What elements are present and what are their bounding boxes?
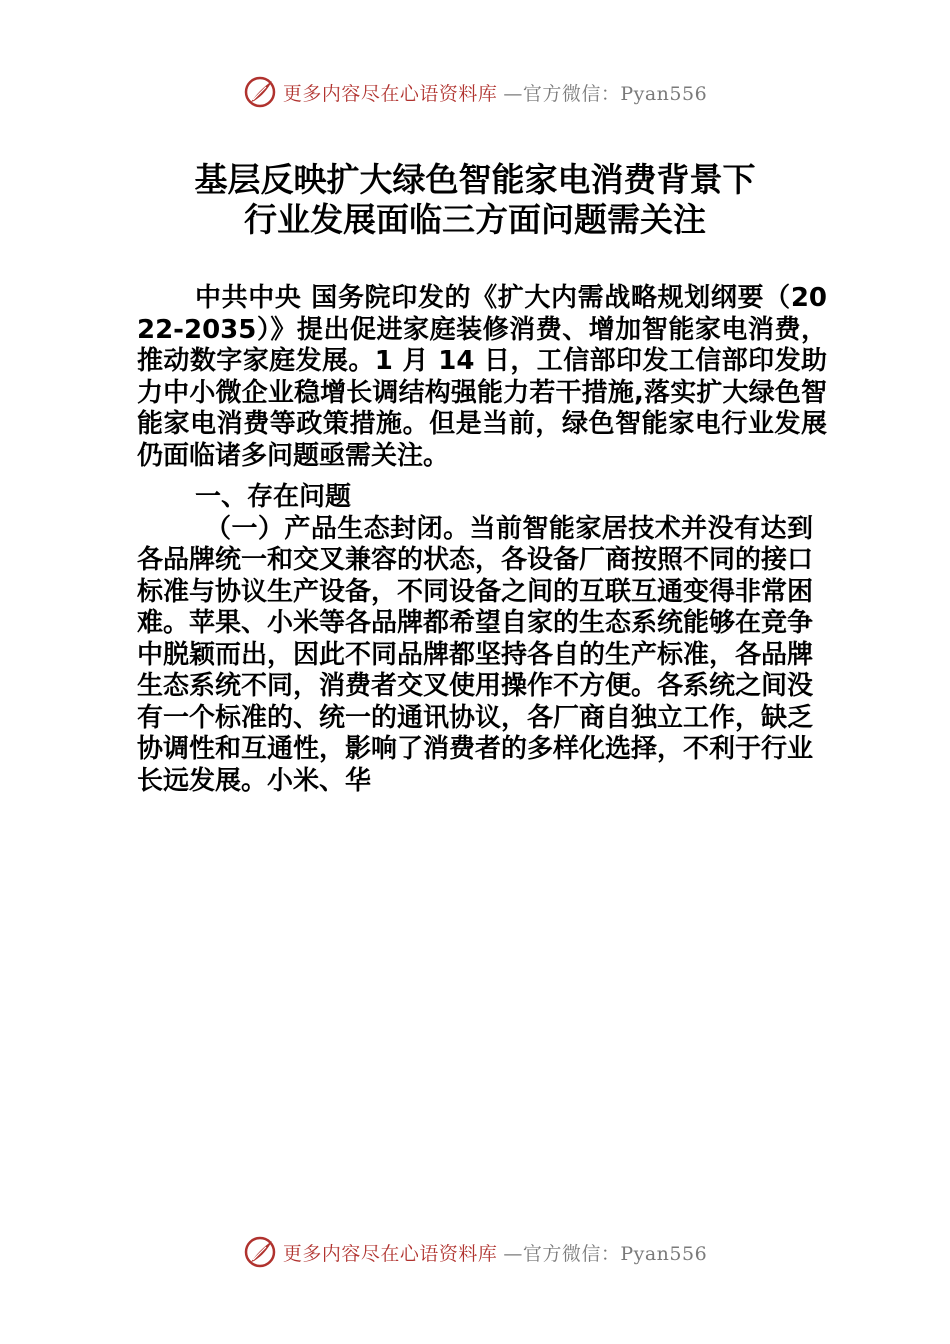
banner-wechat: —官方微信：Pyan556 (503, 82, 708, 105)
title-line-1: 基层反映扩大绿色智能家电消费背景下 (194, 160, 756, 199)
feather-logo-icon (243, 75, 277, 109)
paragraph-product-ecosystem: （一）产品生态封闭。当前智能家居技术并没有达到各品牌统一和交叉兼容的状态，各设备厂商按照不同的接口标准与协议生产设备，不同设备之间的互联互通变得非常困难。苹果、小米等各品牌都希望自家的生态系统能够在竞争中脱颖而出，因此不同品牌都坚持各自的生产标准，各品牌生态系统不同，消费者交叉使用操作不方便。各系统之间没有一个标准的、统一的通讯协议，各厂商自独立工作，缺乏协调性和互通性，影响了消费者的多样化选择，不利于行业长远发展。小米、华 (137, 513, 814, 796)
footer-banner (0, 1232, 950, 1272)
paragraph-intro: 中共中央 国务院印发的《扩大内需战略规划纲要（2022-2035）》提出促进家庭装修消费、增加智能家电消费，推动数字家庭发展。1 月 14 日，工信部印发工信部印发助力中小微企业稳增长调结构强能力若干措施,落实扩大绿色智能家电消费等政策措施。但是当前，绿色智能家电行业发展仍面临诸多问题亟需关注。 (137, 283, 827, 471)
section-heading: 一、存在问题 (195, 482, 352, 512)
feather-logo-icon (243, 1235, 277, 1269)
document-body (137, 283, 827, 797)
document-title (0, 160, 950, 240)
banner-wechat: —官方微信：Pyan556 (503, 1242, 708, 1265)
banner-text: 更多内容尽在心语资料库 (282, 1242, 498, 1265)
title-line-2: 行业发展面临三方面问题需关注 (244, 200, 706, 239)
header-banner (0, 72, 950, 112)
banner-text: 更多内容尽在心语资料库 (282, 82, 498, 105)
